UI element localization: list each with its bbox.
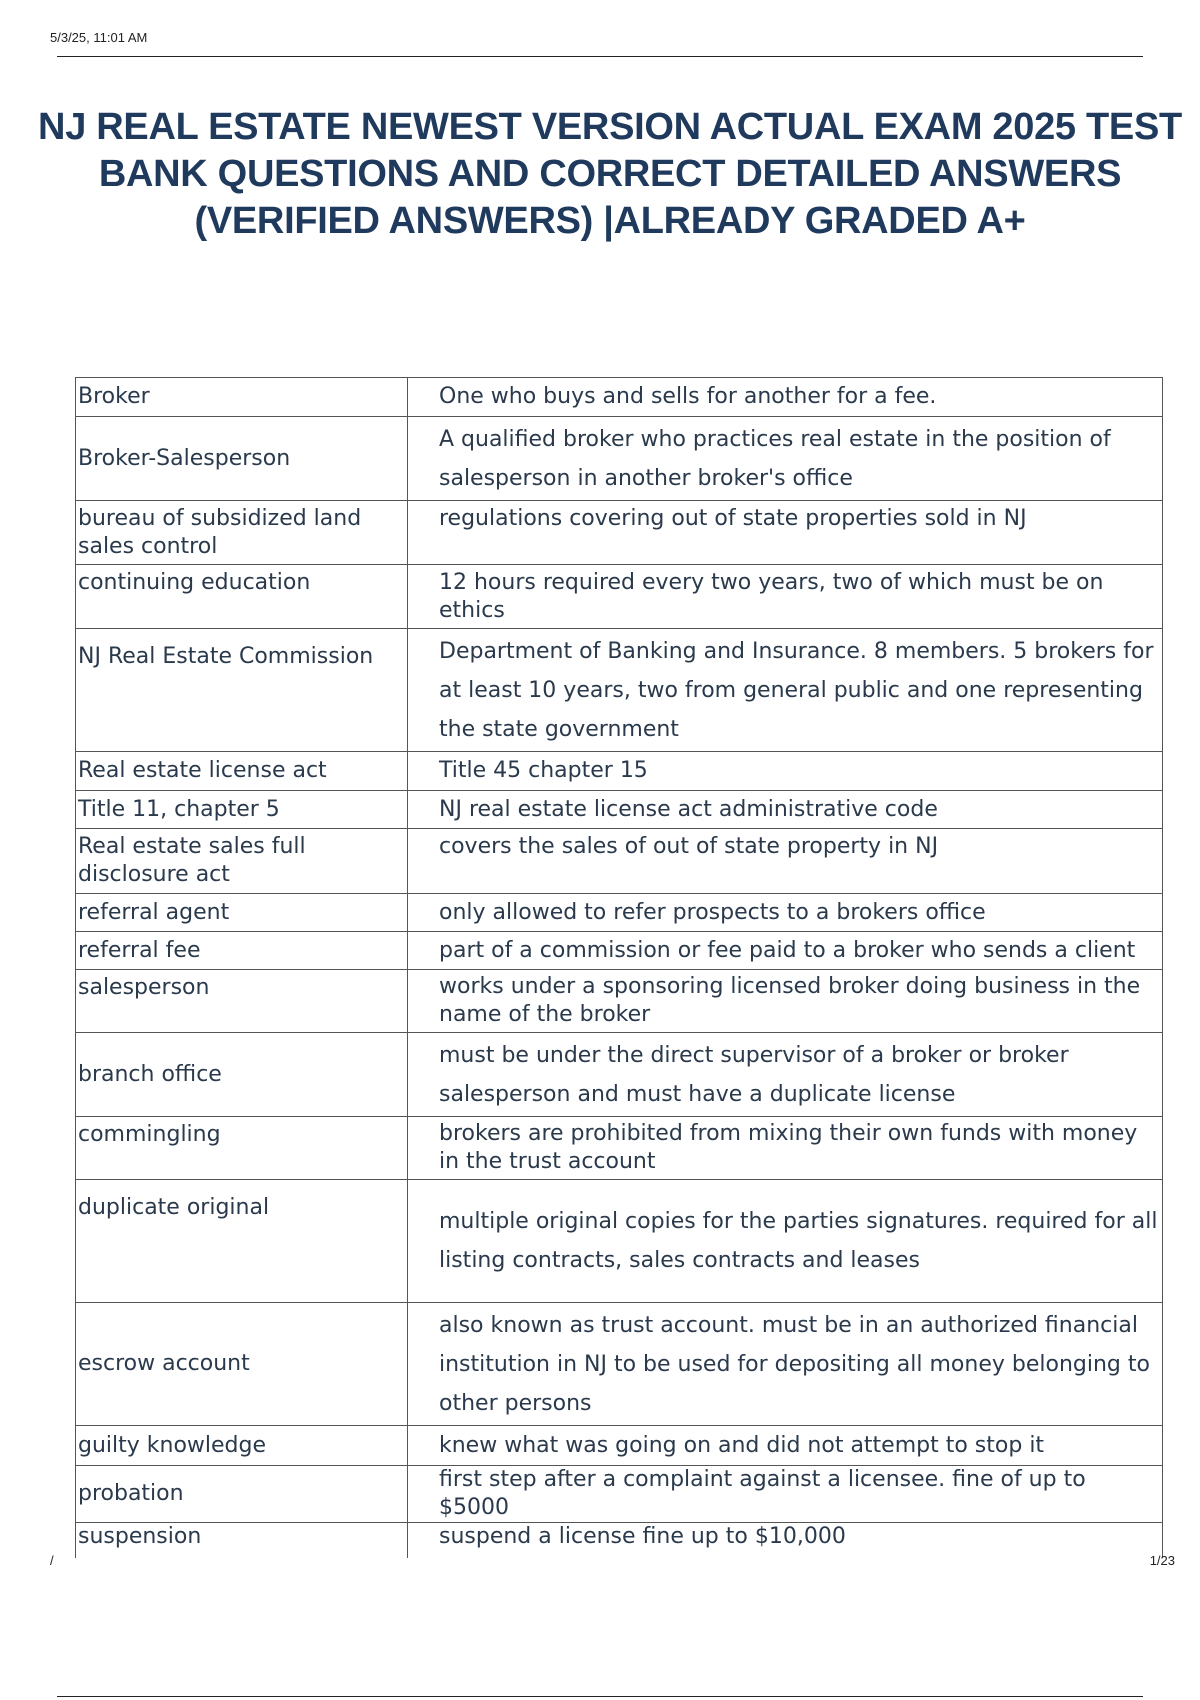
term-cell: commingling xyxy=(76,1117,408,1180)
table-row xyxy=(76,932,1163,970)
print-datetime: 5/3/25, 11:01 AM xyxy=(50,30,148,45)
table-row xyxy=(76,1180,1163,1303)
table-row xyxy=(76,1033,1163,1117)
term-cell: Broker xyxy=(76,378,408,417)
footer-mark: / xyxy=(50,1553,54,1568)
definition-cell: suspend a license fine up to $10,000 xyxy=(408,1523,1163,1558)
term-cell: guilty knowledge xyxy=(76,1426,408,1466)
term-cell: bureau of subsidized land sales control xyxy=(76,501,408,565)
term-cell: branch office xyxy=(76,1033,408,1117)
table-row xyxy=(76,1466,1163,1523)
definition-cell: works under a sponsoring licensed broker doing business in the name of the broker xyxy=(408,970,1163,1033)
definition-cell: Title 45 chapter 15 xyxy=(408,752,1163,791)
table-row xyxy=(76,791,1163,829)
term-cell: referral agent xyxy=(76,894,408,932)
definition-cell: first step after a complaint against a licensee. fine of up to $5000 xyxy=(408,1466,1163,1523)
table-row xyxy=(76,752,1163,791)
definition-cell: brokers are prohibited from mixing their own funds with money in the trust account xyxy=(408,1117,1163,1180)
definition-cell: part of a commission or fee paid to a broker who sends a client xyxy=(408,932,1163,970)
table-row xyxy=(76,894,1163,932)
table-row xyxy=(76,1117,1163,1180)
table-row xyxy=(76,501,1163,565)
table-row xyxy=(76,1523,1163,1558)
definition-cell: knew what was going on and did not attempt to stop it xyxy=(408,1426,1163,1466)
table-row xyxy=(76,1303,1163,1426)
table-row xyxy=(76,629,1163,752)
definition-cell: must be under the direct supervisor of a broker or broker salesperson and must have a duplicate license xyxy=(408,1033,1163,1117)
term-cell: salesperson xyxy=(76,970,408,1033)
term-cell: duplicate original xyxy=(76,1180,408,1303)
term-cell: Title 11, chapter 5 xyxy=(76,791,408,829)
definition-cell: A qualified broker who practices real estate in the position of salesperson in another broker's office xyxy=(408,417,1163,501)
term-cell: Real estate license act xyxy=(76,752,408,791)
definition-cell: 12 hours required every two years, two of which must be on ethics xyxy=(408,565,1163,629)
table-row xyxy=(76,829,1163,894)
definition-cell: also known as trust account. must be in an authorized financial institution in NJ to be used for depositing all money belonging to other persons xyxy=(408,1303,1163,1426)
definition-cell: Department of Banking and Insurance. 8 members. 5 brokers for at least 10 years, two from general public and one representing the state government xyxy=(408,629,1163,752)
table-row xyxy=(76,417,1163,501)
term-cell: suspension xyxy=(76,1523,408,1558)
term-cell: NJ Real Estate Commission xyxy=(76,629,408,752)
definition-cell: regulations covering out of state properties sold in NJ xyxy=(408,501,1163,565)
term-cell: referral fee xyxy=(76,932,408,970)
definition-cell: covers the sales of out of state property in NJ xyxy=(408,829,1163,894)
table-row xyxy=(76,378,1163,417)
definition-cell: NJ real estate license act administrative code xyxy=(408,791,1163,829)
definition-cell: One who buys and sells for another for a fee. xyxy=(408,378,1163,417)
table-row xyxy=(76,970,1163,1033)
definition-cell: only allowed to refer prospects to a brokers office xyxy=(408,894,1163,932)
header-divider xyxy=(57,56,1143,57)
term-cell: Broker-Salesperson xyxy=(76,417,408,501)
term-cell: Real estate sales full disclosure act xyxy=(76,829,408,894)
footer-divider xyxy=(57,1696,1143,1697)
term-cell: continuing education xyxy=(76,565,408,629)
term-cell: probation xyxy=(76,1466,408,1523)
glossary-table xyxy=(75,377,1163,1558)
definition-cell: multiple original copies for the parties signatures. required for all listing contracts, sales contracts and leases xyxy=(408,1180,1163,1303)
term-cell: escrow account xyxy=(76,1303,408,1426)
document-title: NJ REAL ESTATE NEWEST VERSION ACTUAL EXAM 2025 TEST BANK QUESTIONS AND CORRECT DETAILED ANSWERS (VERIFIED ANSWERS) |ALREADY GRADED A+ xyxy=(38,106,1182,242)
table-row xyxy=(76,565,1163,629)
page-number: 1/23 xyxy=(1149,1553,1175,1568)
table-row xyxy=(76,1426,1163,1466)
